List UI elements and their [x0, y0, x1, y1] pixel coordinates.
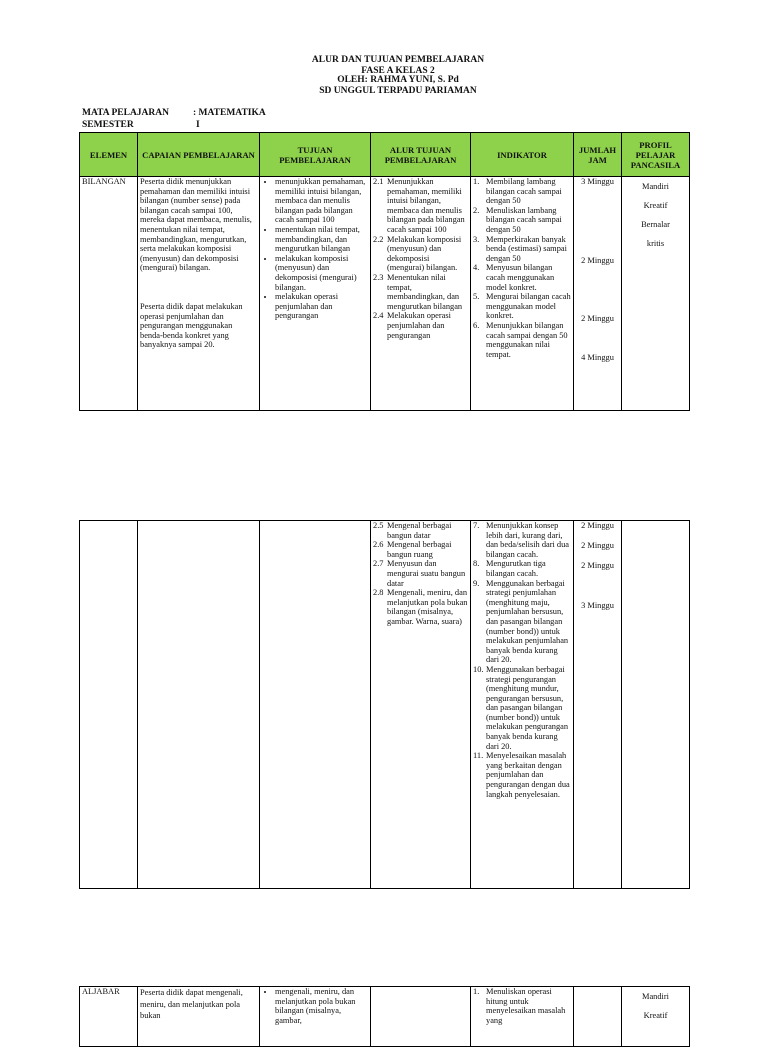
alur-cell [371, 177, 471, 411]
indikator-number: 4. [473, 263, 480, 273]
elemen-cell [80, 987, 138, 1047]
list-item [473, 987, 571, 1025]
elemen-cell [80, 177, 138, 411]
list-item [473, 751, 571, 799]
alur-cell [371, 987, 471, 1047]
alur-text: Melakukan komposisi (menyusun) dan dekomposisi (mengurai) bilangan. [387, 234, 462, 273]
header-alur: ALUR TUJUAN PEMBELAJARAN [371, 133, 471, 177]
alur-text: Mengenal berbagai bangun datar [387, 521, 452, 540]
alur-number: 2.2 [373, 234, 384, 244]
list-item [473, 292, 571, 321]
header-elemen: ELEMEN [80, 133, 138, 177]
header-capaian: CAPAIAN PEMBELAJARAN [138, 133, 260, 177]
table-row [80, 521, 690, 889]
learning-table-page2 [79, 520, 690, 889]
list-item [473, 263, 571, 292]
indikator-cell [471, 987, 574, 1047]
jumlah-jam-cell [574, 987, 622, 1047]
alur-text: Menyusun dan mengurai suatu bangun datar [387, 559, 466, 588]
indikator-number: 9. [473, 578, 480, 588]
indikator-text: Menyusun bilangan cacah menggunakan model konkret. [486, 263, 555, 292]
list-item [373, 588, 468, 626]
list-item [473, 559, 571, 578]
jam-duration: 2 Minggu [581, 256, 614, 265]
indikator-number: 1. [473, 987, 480, 996]
indikator-number: 2. [473, 205, 480, 215]
capaian-text: Peserta didik dapat mengenali, meniru, dan melanjutkan pola bukan [140, 988, 243, 1020]
list-item [373, 177, 468, 235]
jumlah-jam-cell [574, 521, 622, 889]
list-item [473, 177, 571, 206]
indikator-cell [471, 521, 574, 889]
indikator-text: Menunjukkan konsep lebih dari, kurang dari, dan beda/selisih dari dua bilangan cacah. [486, 521, 570, 559]
alur-number: 2.7 [373, 559, 384, 569]
list-item: • melakukan komposisi (menyusun) dan dekomposisi (mengurai) bilangan. [275, 254, 368, 292]
alur-text: Menunjukkan pemahaman, memiliki intuisi bilangan, membaca dan menulis bilangan pada bilangan cacah sampai 100 [387, 177, 465, 234]
tujuan-cell [260, 521, 371, 889]
list-item [373, 559, 468, 588]
school-name: SD UNGGUL TERPADU PARIAMAN [319, 86, 477, 96]
profil-value: Bernalar kritis [641, 220, 670, 248]
indikator-text: Menggunakan berbagai strategi penjumlahan (menghitung maju, penjumlahan bersusun, dan pasangan bilangan (number bond)) untuk melakukan penjumlahan banyak benda kurang dari 20. [486, 578, 569, 665]
profil-value: Kreatif [643, 1011, 668, 1020]
list-item [473, 321, 571, 359]
subject-value: : MATEMATIKA [193, 108, 266, 118]
jam-duration: 3 Minggu [581, 601, 614, 610]
elemen-bilangan: BILANGAN [82, 177, 126, 186]
list-item: • menunjukkan pemahaman, memiliki intuisi bilangan, membaca dan menulis bilangan pada bilangan cacah sampai 100 [275, 177, 368, 225]
indikator-cell [471, 177, 574, 411]
indikator-number: 3. [473, 234, 480, 244]
phase-label: FASE A KELAS 2 [361, 66, 435, 76]
alur-number: 2.8 [373, 588, 384, 598]
list-item: • melakukan operasi penjumlahan dan pengurangan [275, 292, 368, 321]
jam-duration: 2 Minggu [581, 521, 614, 530]
header-tujuan: TUJUAN PEMBELAJARAN [260, 133, 371, 177]
alur-text: Mengenal berbagai bangun ruang [387, 540, 452, 559]
document-title: ALUR DAN TUJUAN PEMBELAJARAN [311, 55, 485, 65]
author-label: OLEH: RAHMA YUNI, S. Pd [337, 75, 459, 85]
indikator-text: Mengurutkan tiga bilangan cacah. [486, 559, 546, 578]
capaian-cell [138, 521, 260, 889]
jam-duration: 2 Minggu [581, 541, 614, 550]
alur-text: Melakukan operasi penjumlahan dan pengurangan [387, 311, 451, 340]
indikator-number: 6. [473, 320, 480, 330]
learning-table-page3 [79, 986, 690, 1047]
table-header-row [80, 133, 690, 177]
indikator-text: Memperkirakan banyak benda (estimasi) sampai dengan 50 [486, 234, 567, 263]
list-item [473, 206, 571, 235]
indikator-number: 11. [473, 751, 484, 761]
capaian-text-2: Peserta didik dapat melakukan operasi penjumlahan dan pengurangan menggunakan benda-benda konkret yang banyaknya sampai 20. [140, 301, 243, 350]
capaian-text-1: Peserta didik menunjukkan pemahaman dan memiliki intuisi bilangan (number sense) pada bilangan cacah sampai 100, mereka dapat membaca, menulis, menentukan nilai tempat, membandingkan, mengurutkan, serta melakukan komposisi (menyusun) dan dekomposisi (mengurai) bilangan. [140, 177, 252, 273]
indikator-number: 10. [473, 664, 484, 674]
alur-number: 2.6 [373, 540, 384, 550]
semester-value: I [196, 120, 200, 130]
indikator-number: 1. [473, 177, 480, 186]
indikator-text: Menyelesaikan masalah yang berkaitan dengan penjumlahan dan pengurangan dengan dua langkah penyelesaian. [486, 751, 570, 799]
profil-value: Mandiri [642, 992, 669, 1001]
tujuan-cell [260, 987, 371, 1047]
list-item [373, 540, 468, 559]
indikator-number: 5. [473, 292, 480, 302]
list-item [473, 579, 571, 665]
indikator-number: 7. [473, 521, 480, 530]
semester-label: SEMESTER [82, 120, 134, 130]
jumlah-jam-cell [574, 177, 622, 411]
capaian-cell [138, 177, 260, 411]
indikator-number: 8. [473, 559, 480, 569]
indikator-text: Menunjukkan bilangan cacah sampai dengan 50 menggunakan nilai tempat. [486, 320, 568, 359]
tujuan-cell [260, 177, 371, 411]
capaian-cell [138, 987, 260, 1047]
profil-cell [622, 177, 690, 411]
list-item: • menentukan nilai tempat, membandingkan, dan mengurutkan bilangan [275, 225, 368, 254]
table-row [80, 987, 690, 1047]
profil-value: Mandiri [642, 182, 669, 191]
jam-duration: 2 Minggu [581, 561, 614, 570]
jam-duration: 4 Minggu [581, 353, 614, 362]
list-item [373, 521, 468, 540]
alur-cell [371, 521, 471, 889]
list-item [373, 235, 468, 273]
table-row [80, 177, 690, 411]
indikator-text: Menggunakan berbagai strategi pengurangan (menghitung mundur, pengurangan bersusun, dan pasangan bilangan (number bond)) untuk melakukan pengurangan banyak benda kurang dari 20. [486, 664, 569, 751]
profil-cell [622, 521, 690, 889]
list-item [373, 273, 468, 311]
indikator-text: Menuliskan lambang bilangan cacah sampai dengan 50 [486, 205, 562, 234]
list-item [473, 521, 571, 559]
learning-table-page1 [79, 132, 690, 411]
header-profil: PROFIL PELAJAR PANCASILA [622, 133, 690, 177]
indikator-text: Mengurai bilangan cacah menggunakan model konkret. [486, 292, 571, 321]
alur-number: 2.5 [373, 521, 384, 530]
list-item [473, 235, 571, 264]
jam-duration: 2 Minggu [581, 314, 614, 323]
elemen-cell [80, 521, 138, 889]
profil-value: Kreatif [643, 201, 668, 210]
alur-text: Menentukan nilai tempat, membandingkan, dan mengurutkan bilangan [387, 272, 463, 311]
header-indikator: INDIKATOR [471, 133, 574, 177]
elemen-aljabar: ALJABAR [82, 987, 120, 996]
alur-number: 2.1 [373, 177, 384, 186]
header-jumlah-jam: JUMLAH JAM [574, 133, 622, 177]
indikator-text: Menuliskan operasi hitung untuk menyelesaikan masalah yang [486, 987, 566, 1025]
subject-label: MATA PELAJARAN [82, 108, 169, 118]
list-item [373, 311, 468, 340]
jam-duration: 3 Minggu [581, 177, 614, 186]
list-item [473, 665, 571, 751]
indikator-text: Membilang lambang bilangan cacah sampai dengan 50 [486, 177, 562, 206]
list-item: • mengenali, meniru, dan melanjutkan pola bukan bilangan (misalnya, gambar, [275, 987, 368, 1025]
profil-cell [622, 987, 690, 1047]
alur-number: 2.3 [373, 272, 384, 282]
alur-number: 2.4 [373, 311, 384, 321]
alur-text: Mengenali, meniru, dan melanjutkan pola bukan bilangan (misalnya, gambar. Warna, suara) [387, 588, 468, 626]
